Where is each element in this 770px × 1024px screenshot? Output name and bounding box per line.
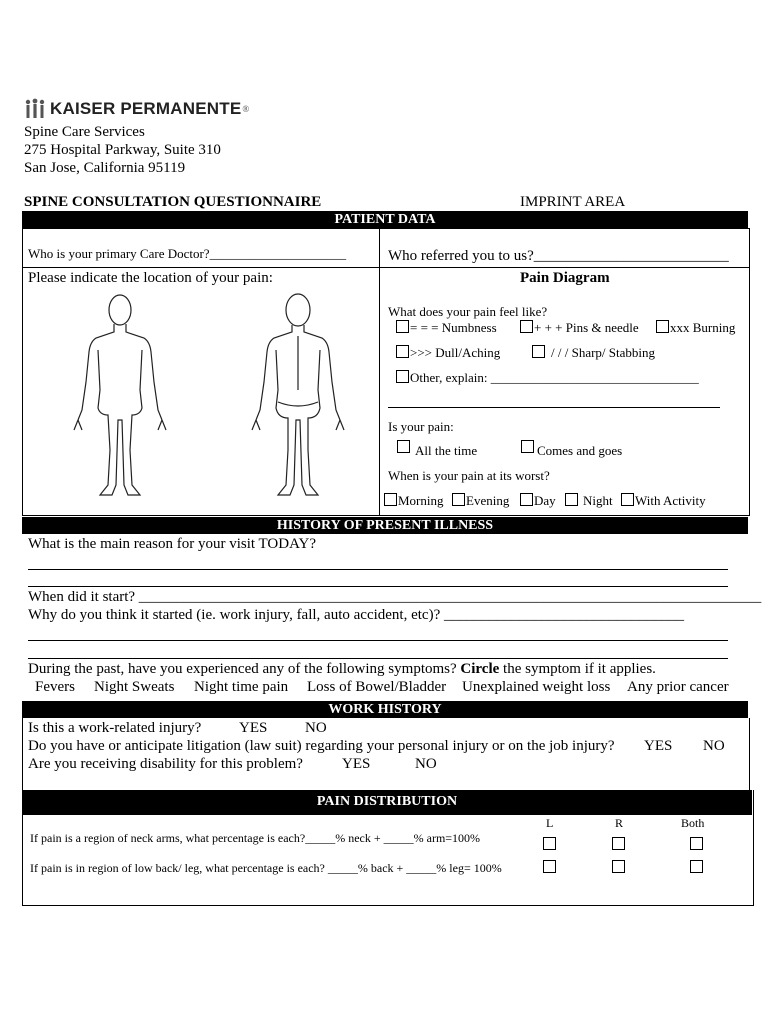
form-title: SPINE CONSULTATION QUESTIONNAIRE bbox=[24, 194, 322, 210]
option-sharp-stabbing[interactable]: / / / Sharp/ Stabbing bbox=[532, 345, 655, 361]
work-history-bar: WORK HISTORY bbox=[22, 701, 748, 718]
registered-mark: ® bbox=[242, 104, 250, 114]
symptoms-question: During the past, have you experienced any of the following symptoms? Circle the symptom if it applies. bbox=[28, 661, 656, 677]
checkbox-icon[interactable] bbox=[532, 345, 545, 358]
option-night[interactable]: Night bbox=[565, 493, 613, 509]
symptom-fevers[interactable]: Fevers bbox=[35, 679, 75, 695]
disability-yes: YES bbox=[342, 756, 371, 772]
worst-question: When is your pain at its worst? bbox=[388, 468, 550, 483]
comes-and-goes-checkbox[interactable] bbox=[521, 440, 534, 453]
checkbox-icon[interactable] bbox=[621, 493, 634, 506]
address-line-1: Spine Care Services bbox=[24, 124, 145, 140]
imprint-area-label: IMPRINT AREA bbox=[520, 194, 626, 210]
logo-text: KAISER PERMANENTE bbox=[50, 99, 242, 118]
checkbox-icon[interactable] bbox=[396, 320, 409, 333]
symptom-night-sweats[interactable]: Night Sweats bbox=[94, 679, 175, 695]
disability-question: Are you receiving disability for this problem? bbox=[28, 756, 303, 772]
option-burning[interactable]: xxx Burning bbox=[656, 320, 735, 336]
address-line-2: 275 Hospital Parkway, Suite 310 bbox=[24, 142, 221, 158]
why-start-line-1[interactable] bbox=[28, 640, 728, 641]
option-morning[interactable]: Morning bbox=[384, 493, 444, 509]
column-l: L bbox=[546, 816, 554, 830]
symptom-prior-cancer[interactable]: Any prior cancer bbox=[627, 679, 729, 695]
pain-location-label: Please indicate the location of your pain: bbox=[28, 270, 273, 286]
pain-distribution-bar: PAIN DISTRIBUTION bbox=[22, 790, 752, 815]
kaiser-logo bbox=[24, 98, 249, 120]
referred-by-field[interactable]: Who referred you to us?__________________________ bbox=[388, 248, 729, 264]
checkbox-icon[interactable] bbox=[452, 493, 465, 506]
pain-diagram-title: Pain Diagram bbox=[520, 270, 610, 286]
checkbox-icon[interactable] bbox=[384, 493, 397, 506]
option-numbness[interactable]: = = = Numbness bbox=[396, 320, 497, 336]
main-reason-line-1[interactable] bbox=[28, 569, 728, 570]
neck-both-checkbox[interactable] bbox=[690, 837, 703, 850]
all-the-time-checkbox[interactable] bbox=[397, 440, 410, 453]
other-explain-line[interactable] bbox=[388, 407, 720, 408]
why-start-line-2[interactable] bbox=[28, 658, 728, 659]
option-evening[interactable]: Evening bbox=[452, 493, 509, 509]
litigation-no: NO bbox=[703, 738, 725, 754]
checkbox-icon[interactable] bbox=[520, 493, 533, 506]
option-pins-needle[interactable]: + + + Pins & needle bbox=[520, 320, 639, 336]
primary-doctor-field[interactable]: Who is your primary Care Doctor?_____________________ bbox=[28, 246, 347, 261]
patient-data-bar: PATIENT DATA bbox=[22, 211, 748, 228]
option-with-activity[interactable]: With Activity bbox=[621, 493, 706, 509]
all-the-time-label: All the time bbox=[415, 443, 478, 458]
column-both: Both bbox=[681, 816, 705, 830]
patient-data-divider bbox=[379, 228, 380, 515]
main-reason-label: What is the main reason for your visit TODAY? bbox=[28, 536, 317, 552]
work-related-no: NO bbox=[305, 720, 327, 736]
back-both-checkbox[interactable] bbox=[690, 860, 703, 873]
body-front-figure[interactable] bbox=[60, 290, 180, 500]
kaiser-people-icon bbox=[24, 98, 46, 120]
checkbox-icon[interactable] bbox=[520, 320, 533, 333]
work-related-question: Is this a work-related injury? bbox=[28, 720, 202, 736]
checkbox-icon[interactable] bbox=[396, 345, 409, 358]
why-start-field[interactable]: Why do you think it started (ie. work injury, fall, auto accident, etc)? ________________________________ bbox=[28, 607, 684, 623]
pain-feel-question: What does your pain feel like? bbox=[388, 304, 548, 319]
comes-and-goes-label: Comes and goes bbox=[537, 443, 623, 458]
option-dull-aching[interactable]: >>> Dull/Aching bbox=[396, 345, 500, 361]
row-divider-right bbox=[379, 267, 749, 268]
symptom-weight-loss[interactable]: Unexplained weight loss bbox=[462, 679, 611, 695]
checkbox-icon[interactable] bbox=[396, 370, 409, 383]
symptom-loss-bowel-bladder[interactable]: Loss of Bowel/Bladder bbox=[307, 679, 447, 695]
back-leg-percentage[interactable]: If pain is in region of low back/ leg, what percentage is each? _____% back + _____% leg= 100% bbox=[30, 861, 502, 875]
neck-l-checkbox[interactable] bbox=[543, 837, 556, 850]
disability-no: NO bbox=[415, 756, 437, 772]
neck-r-checkbox[interactable] bbox=[612, 837, 625, 850]
symptom-night-time-pain[interactable]: Night time pain bbox=[194, 679, 289, 695]
back-r-checkbox[interactable] bbox=[612, 860, 625, 873]
main-reason-line-2[interactable] bbox=[28, 586, 728, 587]
option-other[interactable]: Other, explain: ________________________________ bbox=[396, 370, 699, 386]
checkbox-icon[interactable] bbox=[656, 320, 669, 333]
work-related-yes: YES bbox=[239, 720, 268, 736]
body-back-figure[interactable] bbox=[238, 290, 358, 500]
history-bar: HISTORY OF PRESENT ILLNESS bbox=[22, 517, 748, 534]
litigation-question: Do you have or anticipate litigation (law suit) regarding your personal injury or on the job injury? bbox=[28, 738, 615, 754]
litigation-yes: YES bbox=[644, 738, 673, 754]
back-l-checkbox[interactable] bbox=[543, 860, 556, 873]
checkbox-icon[interactable] bbox=[565, 493, 578, 506]
address-line-3: San Jose, California 95119 bbox=[24, 160, 186, 176]
is-your-pain-label: Is your pain: bbox=[388, 419, 454, 434]
column-r: R bbox=[615, 816, 624, 830]
when-start-field[interactable]: When did it start? ___________________________________________________________________________________ bbox=[28, 589, 762, 605]
option-day[interactable]: Day bbox=[520, 493, 556, 509]
row-divider-left bbox=[22, 267, 379, 268]
neck-arm-percentage[interactable]: If pain is a region of neck arms, what percentage is each?_____% neck + _____% arm=100% bbox=[30, 831, 481, 845]
